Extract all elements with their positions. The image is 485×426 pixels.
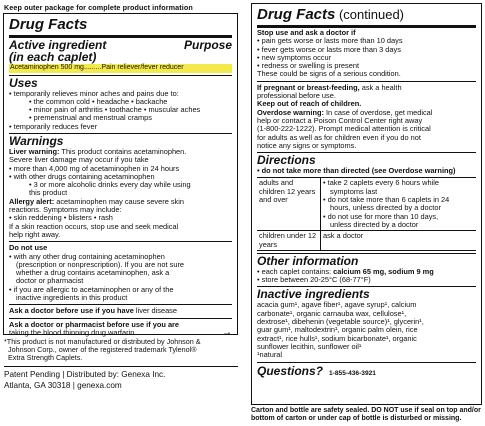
do-not-use-line: inactive ingredients in this product	[16, 293, 128, 303]
divider	[4, 366, 238, 367]
liver-warning-line: • with other drugs containing acetaminophen	[9, 171, 155, 181]
liver-warning-line: • 3 or more alcoholic drinks every day while using	[29, 180, 191, 190]
drug-facts-panel-left	[3, 13, 238, 338]
directions-dose-cell: • take 2 caplets every 6 hours while symptoms last • do not take more than 6 caplets in 24 hours, unless directed by a doctor • do not use for more than 10 days, unless directed by a doctor	[321, 178, 476, 231]
drug-facts-panel-right	[251, 3, 482, 405]
uses-heading: Uses	[9, 75, 38, 90]
purpose-heading: Purpose	[183, 38, 232, 52]
overdose-line: for adults as well as for children even if you do not	[257, 132, 421, 142]
liver-warning-line: • more than 4,000 mg of acetaminophen in 24 hours	[9, 163, 180, 173]
active-ingredient-subheading: (in each caplet)	[9, 50, 97, 64]
inactive-ingredients-line: carbonate¹, organic carnauba wax, cellulose¹,	[257, 308, 407, 318]
keep-out-of-reach: Keep out of reach of children.	[257, 99, 362, 109]
trademark-note-line: Extra Strength Caplets.	[8, 353, 83, 363]
drug-facts-title: Drug Facts	[9, 16, 88, 33]
divider	[9, 318, 232, 319]
overdose-line: Overdose warning: In case of overdose, get medical	[257, 107, 433, 117]
allergy-alert-line: reactions. Symptoms may include:	[9, 205, 122, 215]
ask-pharmacist-line: taking the blood thinning drug warfarin →	[9, 326, 232, 338]
allergy-alert-line: Allergy alert: acetaminophen may cause severe skin	[9, 196, 185, 206]
uses-line: • premenstrual and menstrual cramps	[29, 113, 152, 123]
natural-note: ¹natural	[257, 350, 283, 360]
stop-use-heading: Stop use and ask a doctor if	[257, 28, 356, 37]
pregnancy-line: If pregnant or breast-feeding, ask a health	[257, 82, 402, 92]
divider	[9, 241, 232, 242]
overdose-line: notice any signs or symptoms.	[257, 140, 357, 150]
address-line: Atlanta, GA 30318 | genexa.com	[4, 380, 122, 390]
ask-doctor-line: Ask a doctor before use if you have liver disease	[9, 306, 177, 316]
do-not-use-heading: Do not use	[9, 243, 48, 253]
inactive-ingredients-line: guar gum¹, maltodextrin¹, organic palm olein, rice	[257, 325, 418, 335]
do-not-use-line: • with any other drug containing acetaminophen	[9, 251, 165, 261]
questions-row	[257, 364, 476, 378]
stop-use-line: • redness or swelling is present	[257, 61, 359, 71]
liver-warning-line: this product	[29, 188, 68, 198]
other-information-line: • each caplet contains: calcium 65 mg, sodium 9 mg	[257, 266, 434, 276]
outer-package-note: Keep outer package for complete product information	[4, 3, 193, 12]
inactive-ingredients-heading: Inactive ingredients	[257, 287, 370, 302]
liver-warning-line: Severe liver damage may occur if you take	[9, 155, 149, 165]
directions-dose-cell: ask a doctor	[321, 231, 476, 251]
divider	[9, 75, 232, 76]
questions-phone: 1-855-436-3921	[329, 369, 376, 377]
other-information-heading: Other information	[257, 253, 359, 268]
manufacturer-footer	[4, 338, 238, 391]
uses-line: • temporarily relieves minor aches and pains due to:	[9, 88, 179, 98]
active-ingredient-line: Acetaminophen 500 mg.........Pain reliever/fever reducer	[9, 64, 232, 73]
inactive-ingredients-line: acacia gum¹, agave fiber¹, agave syrup¹, calcium	[257, 300, 417, 310]
directions-age-cell: adults and children 12 years and over	[257, 178, 321, 231]
do-not-use-line: doctor or pharmacist	[16, 276, 84, 286]
directions-age-cell: children under 12 years	[257, 231, 321, 251]
questions-heading: Questions?	[257, 363, 324, 378]
active-ingredient-heading: Active ingredient	[9, 38, 107, 52]
do-not-use-line: • if you are allergic to acetaminophen or any of the	[9, 284, 174, 294]
uses-line: • the common cold • headache • backache	[29, 96, 168, 106]
directions-table	[257, 177, 476, 250]
uses-line: • minor pain of arthritis • toothache • muscular aches	[29, 105, 201, 115]
stop-use-line: • pain gets worse or lasts more than 10 days	[257, 36, 403, 46]
directions-subheading: • do not take more than directed (see Overdose warning)	[257, 166, 456, 176]
trademark-note-line: *This product is not manufactured or distributed by Johnson &	[4, 337, 201, 346]
inactive-ingredients-line: extract¹, rice hulls¹, sodium bicarbonate¹, organic	[257, 333, 417, 343]
stop-use-line: • new symptoms occur	[257, 52, 332, 62]
do-not-use-line: whether a drug contains acetaminophen, ask a	[16, 268, 170, 278]
inactive-ingredients-line: sunflower lecithin, sunflower oil¹	[257, 341, 362, 351]
allergy-alert-line: • skin reddening • blisters • rash	[9, 213, 113, 223]
liver-warning-line: Liver warning: This product contains acetaminophen.	[9, 146, 187, 156]
allergy-alert-line: If a skin reaction occurs, stop use and seek medical	[9, 221, 179, 231]
pregnancy-line: professional before use.	[257, 91, 336, 101]
directions-heading: Directions	[257, 153, 316, 168]
active-ingredient-header	[9, 39, 232, 63]
divider	[257, 362, 476, 363]
drug-facts-continued-title: Drug Facts (continued)	[257, 6, 405, 23]
allergy-alert-line: help right away.	[9, 229, 61, 239]
warnings-heading: Warnings	[9, 133, 64, 148]
continue-arrow-icon: →	[222, 326, 232, 338]
inactive-ingredients-line: dextrose¹, dibehenin (vegetable source)¹, glycerin¹,	[257, 317, 424, 327]
ask-pharmacist-heading: Ask a doctor or pharmacist before use if you are	[9, 319, 180, 329]
divider	[257, 81, 476, 82]
divider	[9, 304, 232, 305]
do-not-use-line: (prescription or nonprescription). If you are not sure	[16, 259, 185, 269]
trademark-note-line: Johnson Corp., owner of the registered trademark Tylenol®	[8, 345, 197, 355]
stop-use-line: • fever gets worse or lasts more than 3 days	[257, 44, 401, 54]
safety-seal-note: Carton and bottle are safety sealed. DO NOT use if seal on top and/or bottom of carton or under cap of bottle is disturbed or missing.	[251, 407, 481, 423]
distributor-line: Patent Pending | Distributed by: Genexa Inc.	[4, 369, 166, 379]
uses-line: • temporarily reduces fever	[9, 121, 98, 131]
stop-use-line: These could be signs of a serious condition.	[257, 69, 401, 79]
other-information-line: • store between 20-25°C (68-77°F)	[257, 275, 371, 285]
overdose-line: help or contact a Poison Control Center right away	[257, 115, 423, 125]
overdose-line: (1-800-222-1222). Prompt medical attention is critical	[257, 124, 431, 134]
